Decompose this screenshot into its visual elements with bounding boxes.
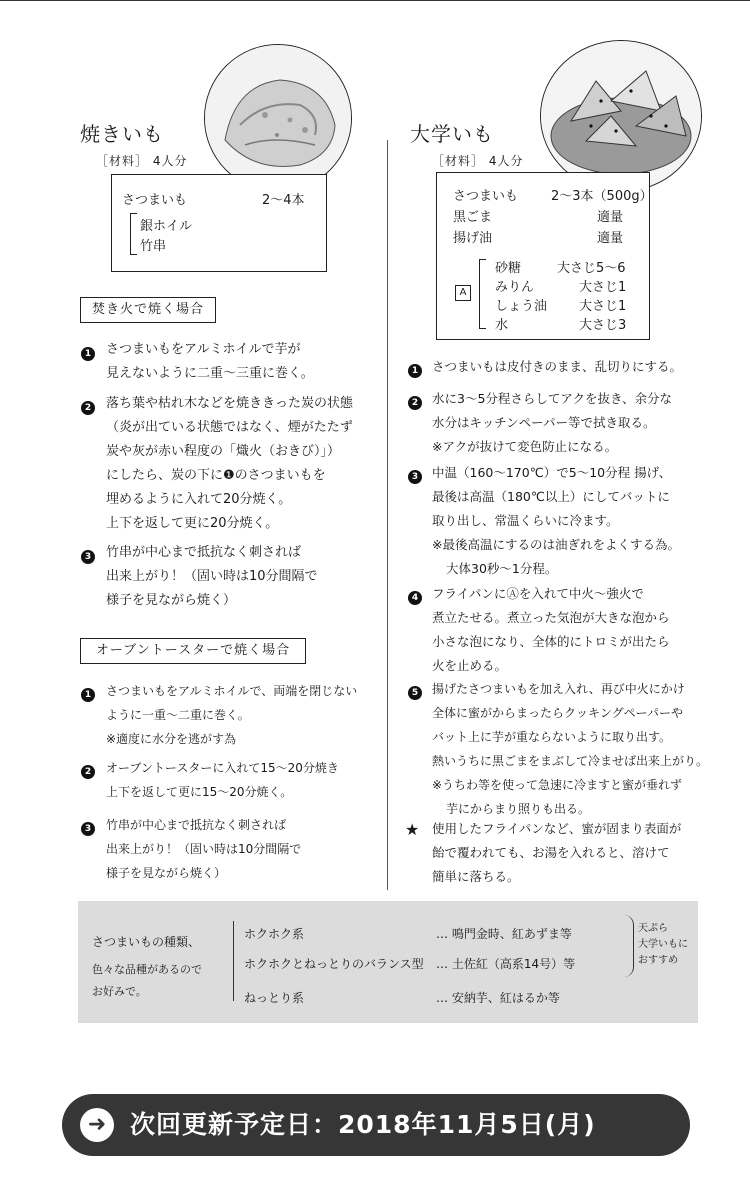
section-label-bonfire xyxy=(80,297,216,323)
star-icon: ★ xyxy=(405,820,420,839)
step-line: 様子を見ながら焼く） xyxy=(106,866,227,880)
info-brace xyxy=(623,915,634,977)
yakiimo-photo xyxy=(204,44,352,192)
variety-examples: … 安納芋、紅はるか等 xyxy=(436,991,560,1005)
step-number: 1 xyxy=(408,364,422,378)
ingredient-name: 揚げ油 xyxy=(453,231,493,246)
side-note-line: 大学いもに xyxy=(638,939,688,950)
group-a-tag: A xyxy=(455,285,471,301)
ingredient-name: 銀ホイル xyxy=(140,219,193,234)
recipe-title-daigakuimo: 大学いも xyxy=(410,122,494,146)
step-line: 火を止める。 xyxy=(432,658,508,673)
ingredient-name: 竹串 xyxy=(140,239,167,254)
step-text xyxy=(106,541,318,613)
step-line: 揚げたさつまいもを加え入れ、再び中火にかけ xyxy=(432,682,685,696)
ingredient-amount: 適量 xyxy=(597,231,624,246)
step-line: 様子を見ながら焼く） xyxy=(106,593,237,608)
section-label-toaster xyxy=(80,638,306,664)
step-line: バット上に芋が重ならないように取り出す。 xyxy=(432,730,672,744)
info-intro-line: 色々な品種があるので xyxy=(92,963,202,976)
step-line: 芋にからまり照りも出る。 xyxy=(446,802,591,816)
step-number: 4 xyxy=(408,591,422,605)
ingredient-amount: 2〜4本 xyxy=(262,193,305,208)
step-line: 出来上がり！（固い時は10分間隔で xyxy=(106,569,318,584)
step-line: フライパンにⒶを入れて中火〜強火で xyxy=(432,586,644,601)
arrow-glyph: ➜ xyxy=(87,1112,107,1137)
step-number: 3 xyxy=(81,550,95,564)
top-border xyxy=(0,0,750,1)
step-line: 熱いうちに黒ごまをまぶして冷ませば出来上がり。 xyxy=(432,754,709,768)
step-line: 大体30秒〜1分程。 xyxy=(446,561,558,576)
side-note-line: おすすめ xyxy=(638,955,679,966)
ingredients-heading: ［材料］ 4人分 xyxy=(96,154,188,168)
ingredient-name: さつまいも xyxy=(122,193,188,208)
step-line: オーブントースターに入れて15〜20分焼き xyxy=(106,761,339,775)
step-line: 炭や灰が赤い程度の「熾火（おきび）」） xyxy=(106,444,341,459)
ingredient-name: 砂糖 xyxy=(495,261,522,276)
recipe-title-yakiimo: 焼きいも xyxy=(80,122,164,146)
ingredients-heading: ［材料］ 4人分 xyxy=(432,154,524,168)
step-line: 竹串が中心まで抵抗なく刺されば xyxy=(106,818,287,832)
step-line: ように一重〜二重に巻く。 xyxy=(106,708,250,722)
section-label-text: オーブントースターで焼く場合 xyxy=(95,643,291,658)
bracket xyxy=(130,213,137,255)
next-update-text: 次回更新予定日：2018年11月5日(月) xyxy=(130,1110,596,1139)
variety-type: ホクホク系 xyxy=(244,927,305,941)
ingredient-amount: 大さじ5〜6 xyxy=(557,261,626,276)
step-line: 水に3〜5分程さらしてアクを抜き、余分な xyxy=(432,391,673,406)
step-line: 見えないように二重〜三重に巻く。 xyxy=(106,366,314,381)
step-line: 出来上がり！（固い時は10分間隔で xyxy=(106,842,302,856)
variety-type: ねっとり系 xyxy=(244,991,305,1005)
step-line: ※適度に水分を逃がす為 xyxy=(106,732,237,746)
step-line: 埋めるように入れて20分焼く。 xyxy=(106,492,292,507)
step-line: 最後は高温（180℃以上）にしてバットに xyxy=(432,489,670,504)
step-text xyxy=(432,387,672,459)
step-line: 取り出し、常温くらいに冷ます。 xyxy=(432,513,619,528)
step-line: 中温（160〜170℃）で5〜10分程 揚げ、 xyxy=(432,465,672,480)
step-number: 5 xyxy=(408,686,422,700)
step-line: にしたら、炭の下に❶のさつまいもを xyxy=(106,468,326,483)
info-intro-line: お好みで。 xyxy=(92,985,147,998)
step-text xyxy=(106,756,339,804)
variety-examples: … 土佐紅（高系14号）等 xyxy=(436,957,576,971)
step-number: 2 xyxy=(408,396,422,410)
step-text xyxy=(106,338,314,386)
step-line: さつまいもをアルミホイルで芋が xyxy=(106,342,301,357)
step-text xyxy=(106,813,301,885)
ingredients-box xyxy=(111,174,327,272)
variety-type: ホクホクとねっとりのバランス型 xyxy=(244,957,424,971)
bracket xyxy=(479,259,486,329)
note-line: 使用したフライパンなど、蜜が固まり表面が xyxy=(432,821,682,836)
note-text xyxy=(432,817,681,889)
step-number: 1 xyxy=(81,688,95,702)
step-line: ※うちわ等を使って急速に冷ますと蜜が垂れず xyxy=(432,778,683,792)
side-note-line: 天ぷら xyxy=(638,923,668,934)
ingredient-amount: 大さじ1 xyxy=(579,299,627,314)
ingredients-box xyxy=(436,172,653,340)
step-number: 3 xyxy=(408,470,422,484)
step-line: 上下を返して更に20分焼く。 xyxy=(106,516,279,531)
next-update-banner[interactable] xyxy=(62,1094,690,1156)
ingredient-amount: 適量 xyxy=(597,210,624,225)
step-line: 水分はキッチンペーパー等で拭き取る。 xyxy=(432,415,656,430)
section-label-text: 焚き火で焼く場合 xyxy=(91,302,204,317)
step-line: さつまいもをアルミホイルで、両端を閉じない xyxy=(106,684,358,698)
note-line: 簡単に落ちる。 xyxy=(432,869,520,884)
step-line: 全体に蜜がからまったらクッキングペーパーや xyxy=(432,706,684,720)
ingredient-name: 水 xyxy=(495,318,509,333)
step-line: 落ち葉や枯れ木などを焼ききった炭の状態 xyxy=(106,396,354,411)
ingredient-name: しょう油 xyxy=(495,299,548,314)
variety-info-box xyxy=(78,901,698,1023)
variety-examples: … 鳴門金時、紅あずま等 xyxy=(436,927,572,941)
arrow-right-icon xyxy=(80,1108,114,1142)
step-text xyxy=(432,582,670,678)
step-number: 1 xyxy=(81,347,95,361)
step-line: 上下を返して更に15〜20分焼く。 xyxy=(106,785,293,799)
step-line: （炎が出ている状態ではなく、煙がたたず xyxy=(106,420,353,435)
ingredient-name: みりん xyxy=(495,280,535,295)
step-text xyxy=(106,679,357,751)
info-intro-line: さつまいもの種類、 xyxy=(92,935,201,949)
step-line: さつまいもは皮付きのまま、乱切りにする。 xyxy=(432,359,683,374)
ingredient-name: 黒ごま xyxy=(453,210,493,225)
step-text xyxy=(432,355,682,379)
step-line: 煮立たせる。煮立った気泡が大きな泡から xyxy=(432,610,670,625)
ingredient-name: さつまいも xyxy=(453,189,519,204)
ingredient-amount: 2〜3本（500g） xyxy=(551,189,653,204)
ingredient-amount: 大さじ1 xyxy=(579,280,627,295)
step-line: 竹串が中心まで抵抗なく刺されば xyxy=(106,545,302,560)
step-number: 2 xyxy=(81,765,95,779)
step-text xyxy=(432,677,708,821)
step-number: 3 xyxy=(81,822,95,836)
column-divider xyxy=(387,140,388,890)
step-line: ※アクが抜けて変色防止になる。 xyxy=(432,439,618,454)
ingredient-amount: 大さじ3 xyxy=(579,318,627,333)
info-divider xyxy=(233,921,234,1001)
note-line: 飴で覆われても、お湯を入れると、溶けて xyxy=(432,845,670,860)
step-text xyxy=(432,461,680,581)
step-line: 小さな泡になり、全体的にトロミが出たら xyxy=(432,634,670,649)
step-line: ※最後高温にするのは油ぎれをよくする為。 xyxy=(432,537,680,552)
step-number: 2 xyxy=(81,401,95,415)
daigakuimo-photo xyxy=(540,40,702,192)
step-text xyxy=(106,392,353,536)
